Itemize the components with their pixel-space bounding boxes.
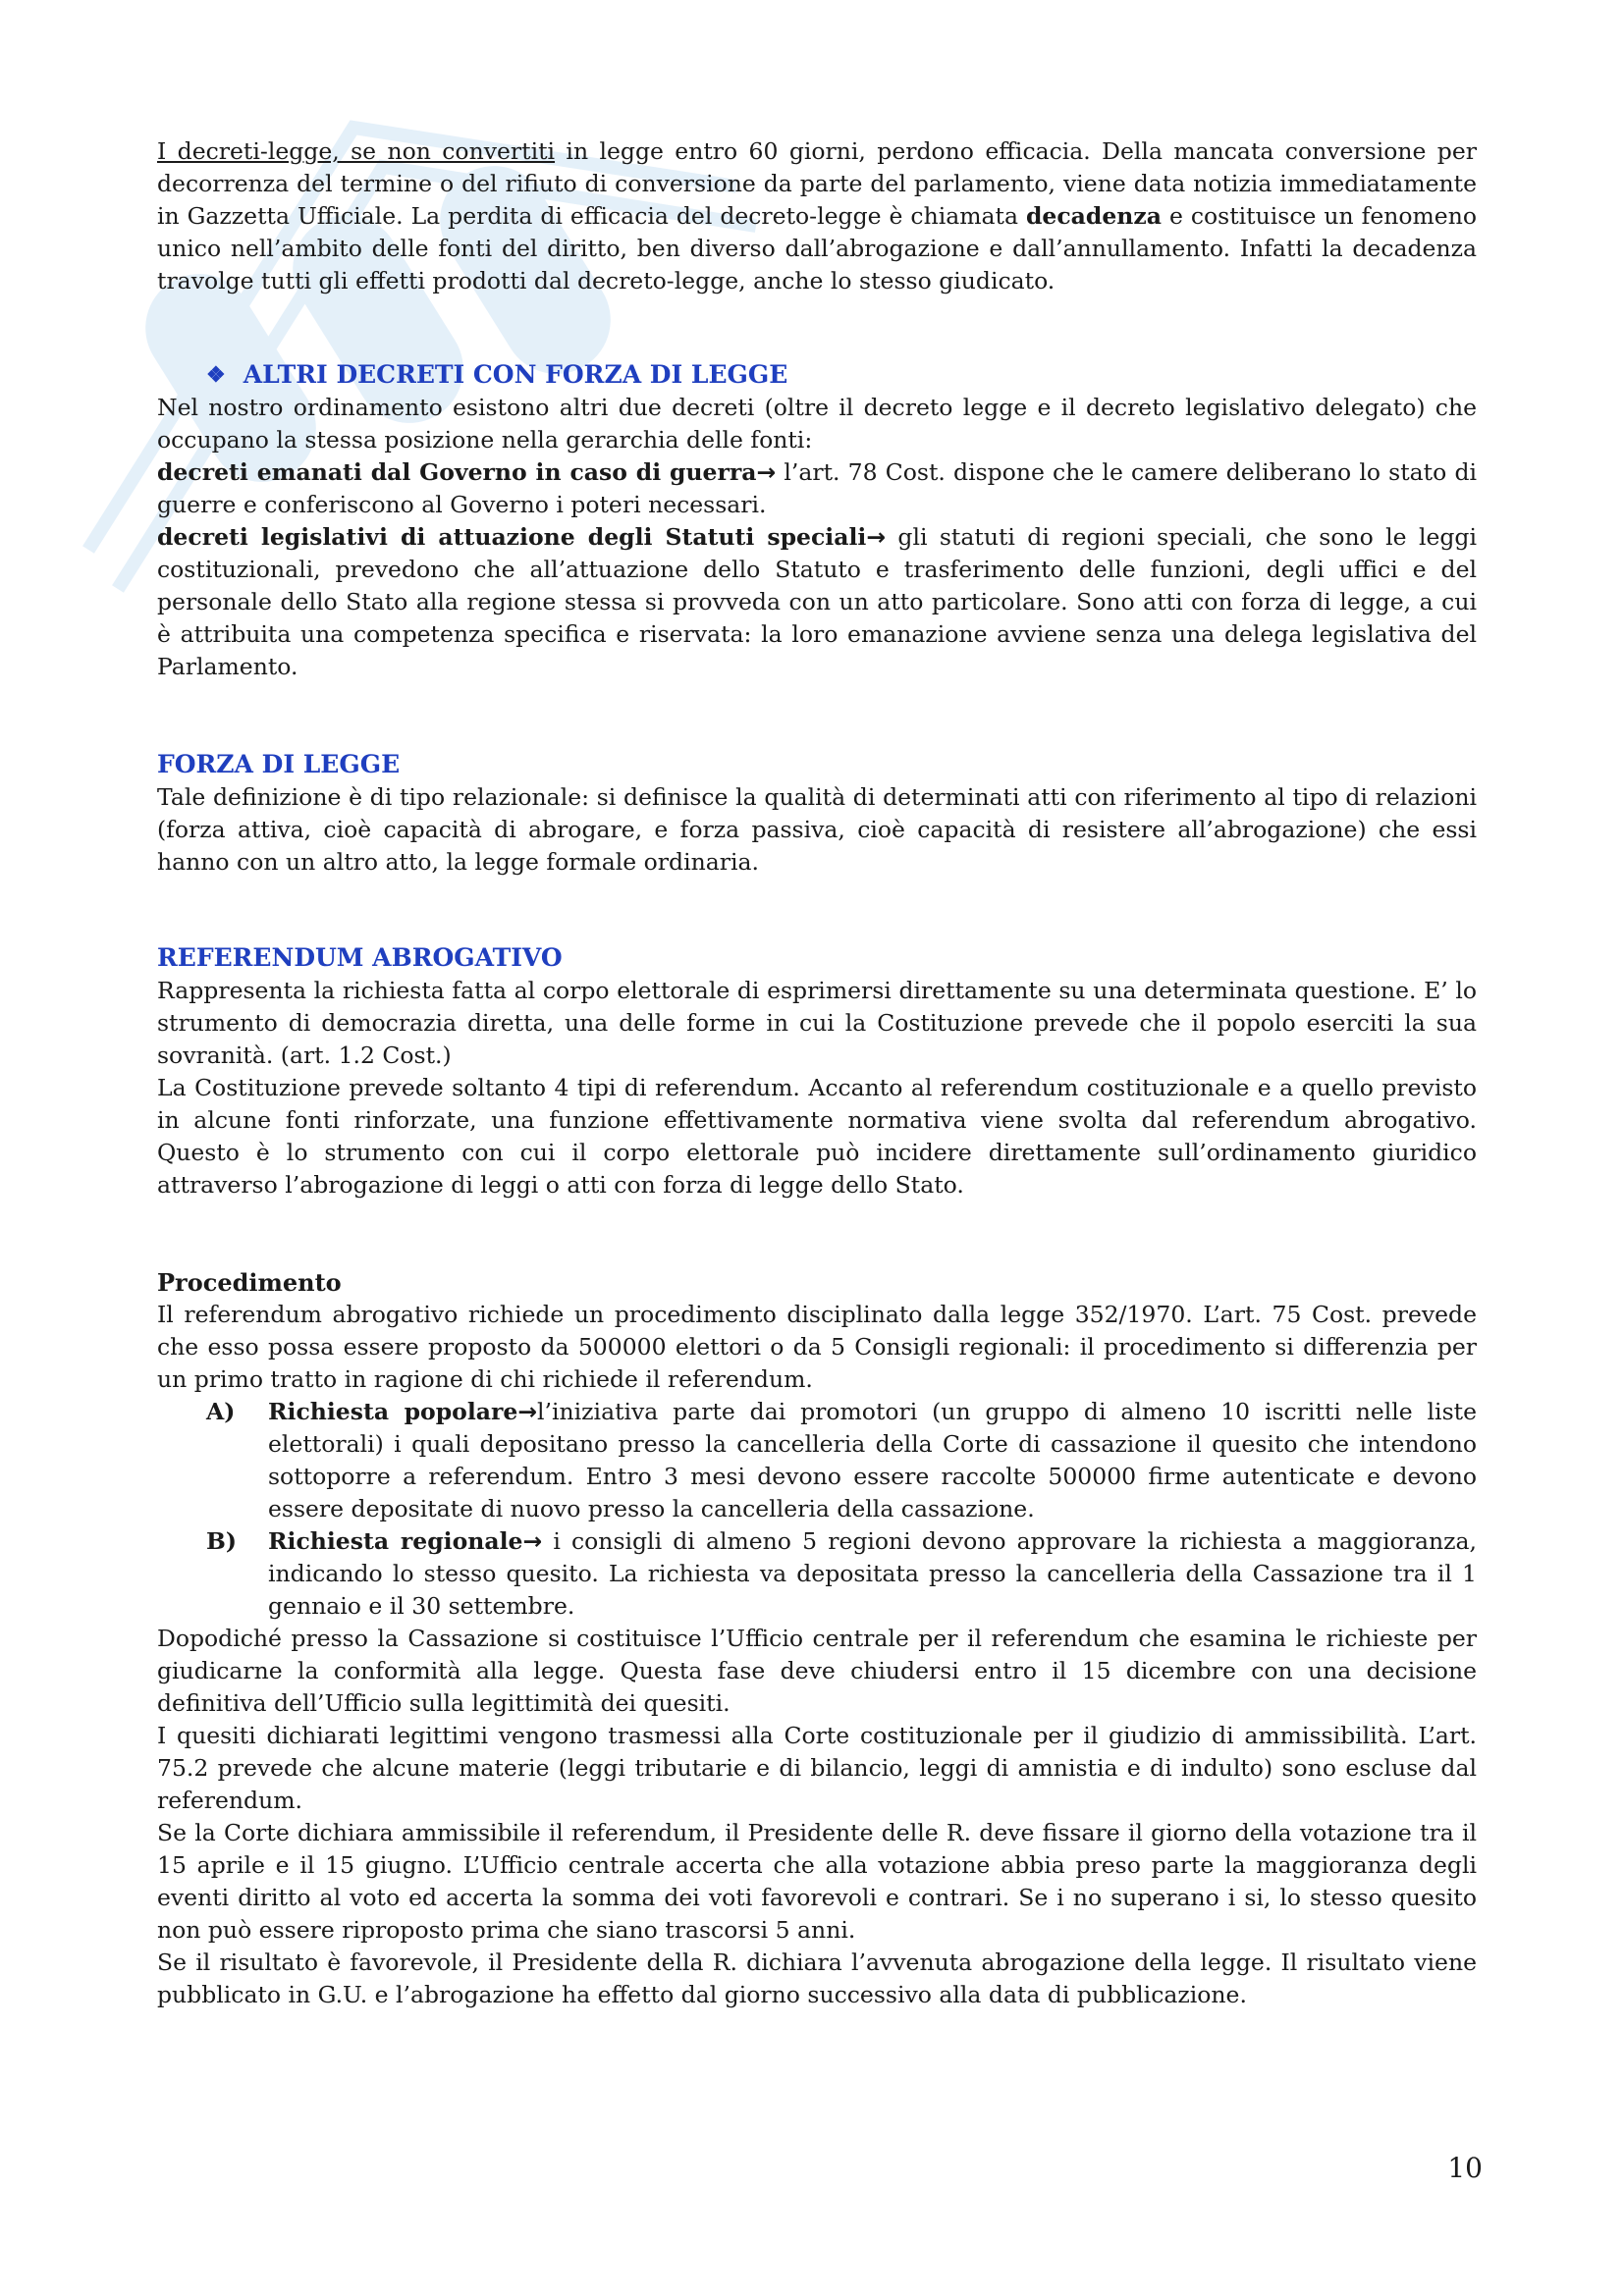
paragraph-referendum-2: La Costituzione prevede soltanto 4 tipi di referendum. Accanto al referendum costituzionale e a quello previsto in alcune fonti rinforzate, una funzione effettivamente normativa viene svolta dal referendum abrogativo. Questo è lo strumento con cui il corpo elettorale può incidere direttamente sull’ordinamento giuridico attraverso l’abrogazione di leggi o atti con forza di legge dello Stato. [157, 1074, 1477, 1199]
diamond-bullet-icon: ❖ [206, 362, 226, 388]
paragraph-forza-di-legge: Tale definizione è di tipo relazionale: si definisce la qualità di determinati atti con riferimento al tipo di relazioni (forza attiva, cioè capacità di abrogare, e forza passiva, cioè capacità di resistere all’abrogazione) che essi hanno con un altro atto, la legge formale ordinaria. [157, 783, 1477, 876]
bold-term-decadenza: decadenza [1025, 202, 1162, 230]
document-body [157, 135, 1477, 2011]
arrow-right-icon: → [517, 1398, 538, 1425]
list-marker: B) [206, 1527, 237, 1555]
heading-altri-decreti: ❖ ALTRI DECRETI CON FORZA DI LEGGE [157, 358, 1477, 392]
list-item: B) Richiesta regionale→ i consigli di almeno 5 regioni devono approvare la richiesta a maggioranza, indicando lo stesso quesito. La richiesta va depositata presso la cancelleria della Cassazione tra il 1 gennaio e il 30 settembre. [157, 1525, 1477, 1623]
paragraph-altri-decreti-intro: Nel nostro ordinamento esistono altri due decreti (oltre il decreto legge e il decreto legislativo delegato) che occupano la stessa posizione nella gerarchia delle fonti: [157, 394, 1477, 454]
heading-referendum: REFERENDUM ABROGATIVO [157, 943, 563, 972]
paragraph-decadenza: I decreti-legge, se non convertiti in legge entro 60 giorni, perdono efficacia. Della mancata conversione per decorrenza del termine o del rifiuto di conversione da parte del parlamento, viene data notizia immediatamente in Gazzetta Ufficiale. La perdita di efficacia del decreto-legge è chiamata decadenza e costituisce un fenomeno unico nell’ambito delle fonti del diritto, ben diverso dall’abrogazione e dall’annullamento. Infatti la decadenza travolge tutti gli effetti prodotti dal decreto-legge, anche lo stesso giudicato. [157, 137, 1477, 294]
heading-forza-di-legge: FORZA DI LEGGE [157, 750, 401, 778]
procedimento-list [157, 1396, 1477, 1623]
arrow-right-icon: → [522, 1527, 543, 1555]
paragraph-ufficio-centrale: Dopodiché presso la Cassazione si costituisce l’Ufficio centrale per il referendum che esamina le richieste per giudicarne la conformità alla legge. Questa fase deve chiudersi entro il 15 dicembre con una decisione definitiva dell’Ufficio sulla legittimità dei quesiti. [157, 1625, 1477, 1717]
arrow-right-icon: → [866, 523, 887, 551]
paragraph-procedimento-intro: Il referendum abrogativo richiede un procedimento disciplinato dalla legge 352/1970. L’art. 75 Cost. prevede che esso possa essere proposto da 500000 elettori o da 5 Consigli regionali: il procedimento si differenzia per un primo tratto in ragione di chi richiede il referendum. [157, 1301, 1477, 1393]
paragraph-risultato: Se il risultato è favorevole, il Presidente della R. dichiara l’avvenuta abrogazione della legge. Il risultato viene pubblicato in G.U. e l’abrogazione ha effetto dal giorno successivo alla data di pubblicazione. [157, 1949, 1477, 2008]
arrow-right-icon: → [756, 458, 777, 486]
paragraph-decreti-guerra: decreti emanati dal Governo in caso di guerra→ l’art. 78 Cost. dispone che le camere deliberano lo stato di guerre e conferiscono al Governo i poteri necessari. [157, 458, 1478, 518]
heading-procedimento: Procedimento [157, 1268, 342, 1297]
page-number: 10 [1447, 2152, 1483, 2184]
paragraph-votazione: Se la Corte dichiara ammissibile il referendum, il Presidente delle R. deve fissare il giorno della votazione tra il 15 aprile e il 15 giugno. L’Ufficio centrale accerta che alla votazione abbia preso parte la maggioranza degli eventi diritto al voto ed accerta la somma dei voti favorevoli e contrari. Se i no superano i si, lo stesso quesito non può essere riproposto prima che siano trascorsi 5 anni. [157, 1819, 1477, 1944]
underlined-text: I decreti-legge, se non convertiti [157, 137, 556, 165]
list-item: A) Richiesta popolare→l’iniziativa parte dai promotori (un gruppo di almeno 10 iscritti nelle liste elettorali) i quali depositano presso la cancelleria della Corte di cassazione il quesito che intendono sottoporre a referendum. Entro 3 mesi devono essere raccolte 500000 firme autenticate e devono essere depositate di nuovo presso la cancelleria della cassazione. [157, 1396, 1477, 1525]
paragraph-decreti-statuti: decreti legislativi di attuazione degli Statuti speciali→ gli statuti di regioni speciali, che sono le leggi costituzionali, prevedono che all’attuazione dello Statuto e trasferimento delle funzioni, degli uffici e del personale dello Stato alla regione stessa si provveda con un atto particolare. Sono atti con forza di legge, a cui è attribuita una competenza specifica e riservata: la loro emanazione avviene senza una delega legislativa del Parlamento. [157, 523, 1477, 680]
paragraph-corte-costituzionale: I quesiti dichiarati legittimi vengono trasmessi alla Corte costituzionale per il giudizio di ammissibilità. L’art. 75.2 prevede che alcune materie (leggi tributarie e di bilancio, leggi di amnistia e di indulto) sono escluse dal referendum. [157, 1722, 1477, 1814]
list-marker: A) [206, 1398, 236, 1425]
paragraph-referendum-1: Rappresenta la richiesta fatta al corpo elettorale di esprimersi direttamente su una determinata questione. E’ lo strumento di democrazia diretta, una delle forme in cui la Costituzione prevede che il popolo eserciti la sua sovranità. (art. 1.2 Cost.) [157, 977, 1477, 1069]
